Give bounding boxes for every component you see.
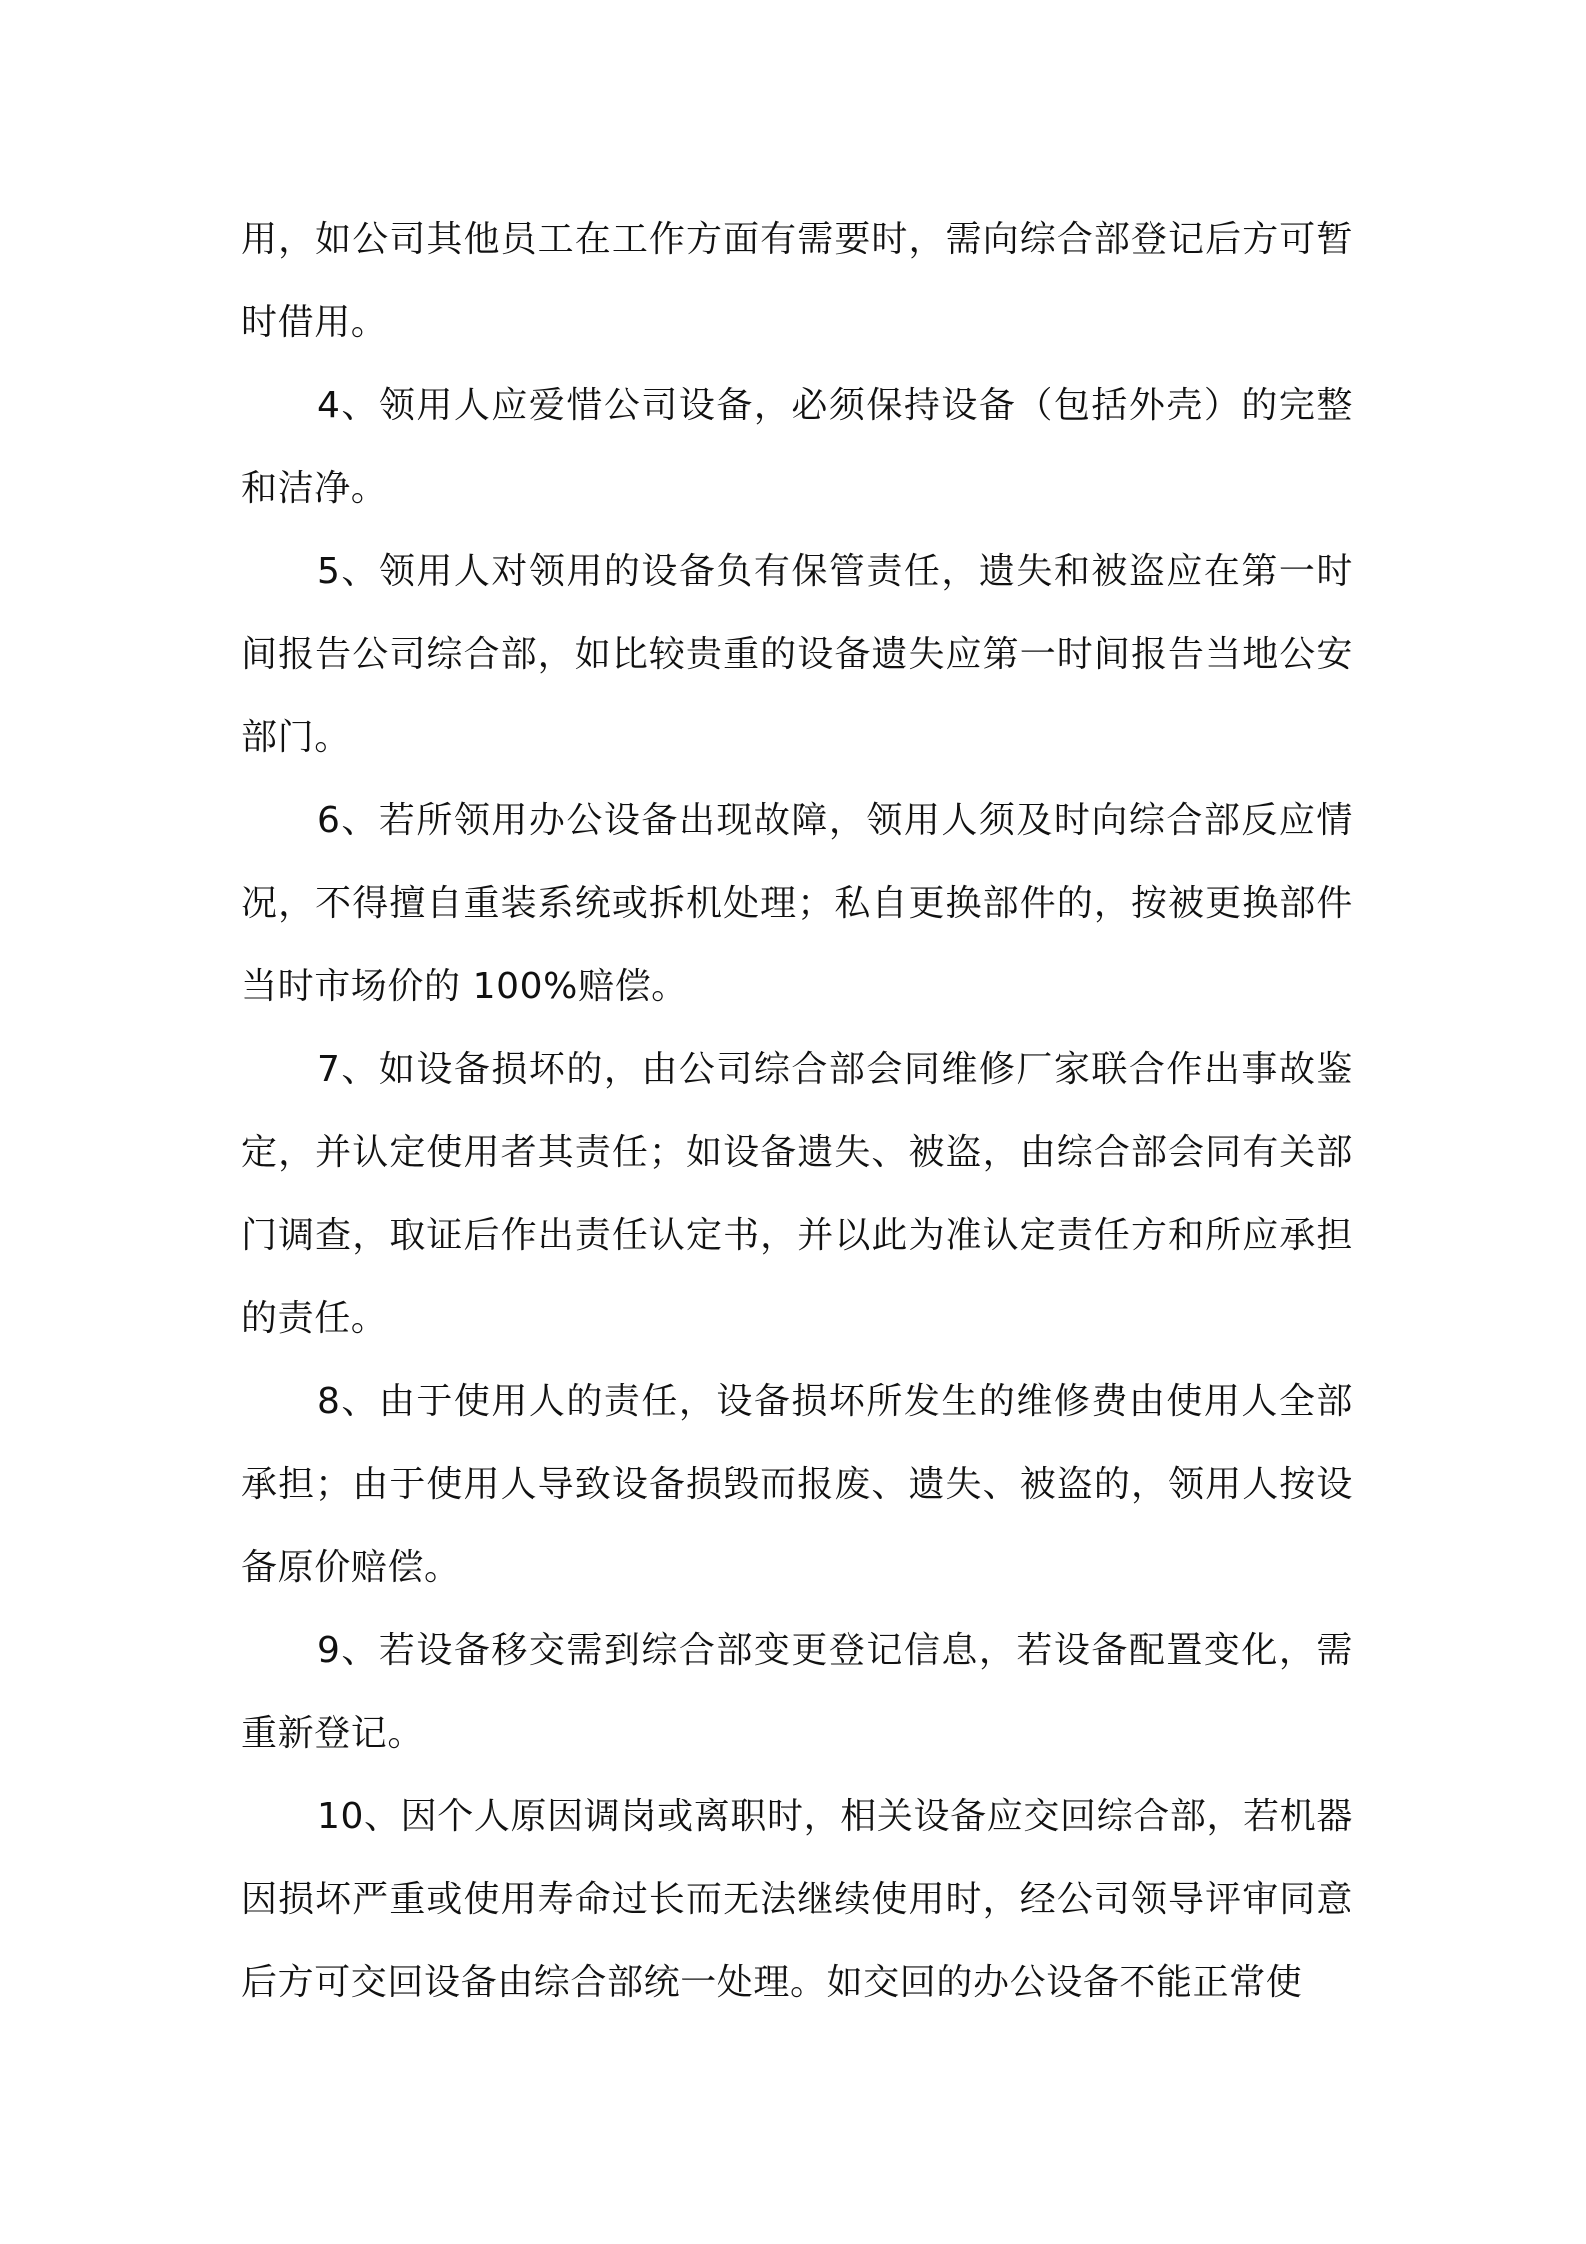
paragraph-continuation: 用，如公司其他员工在工作方面有需要时，需向综合部登记后方可暂时借用。: [241, 219, 1353, 343]
paragraph-item-7: 7、如设备损坏的，由公司综合部会同维修厂家联合作出事故鉴定，并认定使用者其责任；如设备遗失、被盗，由综合部会同有关部门调查，取证后作出责任认定书，并以此为准认定责任方和所应承担的责任。: [241, 1049, 1353, 1339]
document-page: [241, 198, 1353, 2024]
paragraph-item-5: 5、领用人对领用的设备负有保管责任，遗失和被盗应在第一时间报告公司综合部，如比较贵重的设备遗失应第一时间报告当地公安部门。: [241, 551, 1353, 758]
paragraph-item-8: 8、由于使用人的责任，设备损坏所发生的维修费由使用人全部承担；由于使用人导致设备损毁而报废、遗失、被盗的，领用人按设备原价赔偿。: [241, 1381, 1353, 1588]
paragraph-item-9: 9、若设备移交需到综合部变更登记信息，若设备配置变化，需重新登记。: [241, 1630, 1353, 1754]
paragraph-item-4: 4、领用人应爱惜公司设备，必须保持设备（包括外壳）的完整和洁净。: [241, 385, 1353, 509]
paragraph-item-10: 10、因个人原因调岗或离职时，相关设备应交回综合部，若机器因损坏严重或使用寿命过长而无法继续使用时，经公司领导评审同意后方可交回设备由综合部统一处理。如交回的办公设备不能正常使: [241, 1796, 1353, 2003]
paragraph-item-6: 6、若所领用办公设备出现故障，领用人须及时向综合部反应情况，不得擅自重装系统或拆机处理；私自更换部件的，按被更换部件当时市场价的 100%赔偿。: [241, 800, 1353, 1007]
